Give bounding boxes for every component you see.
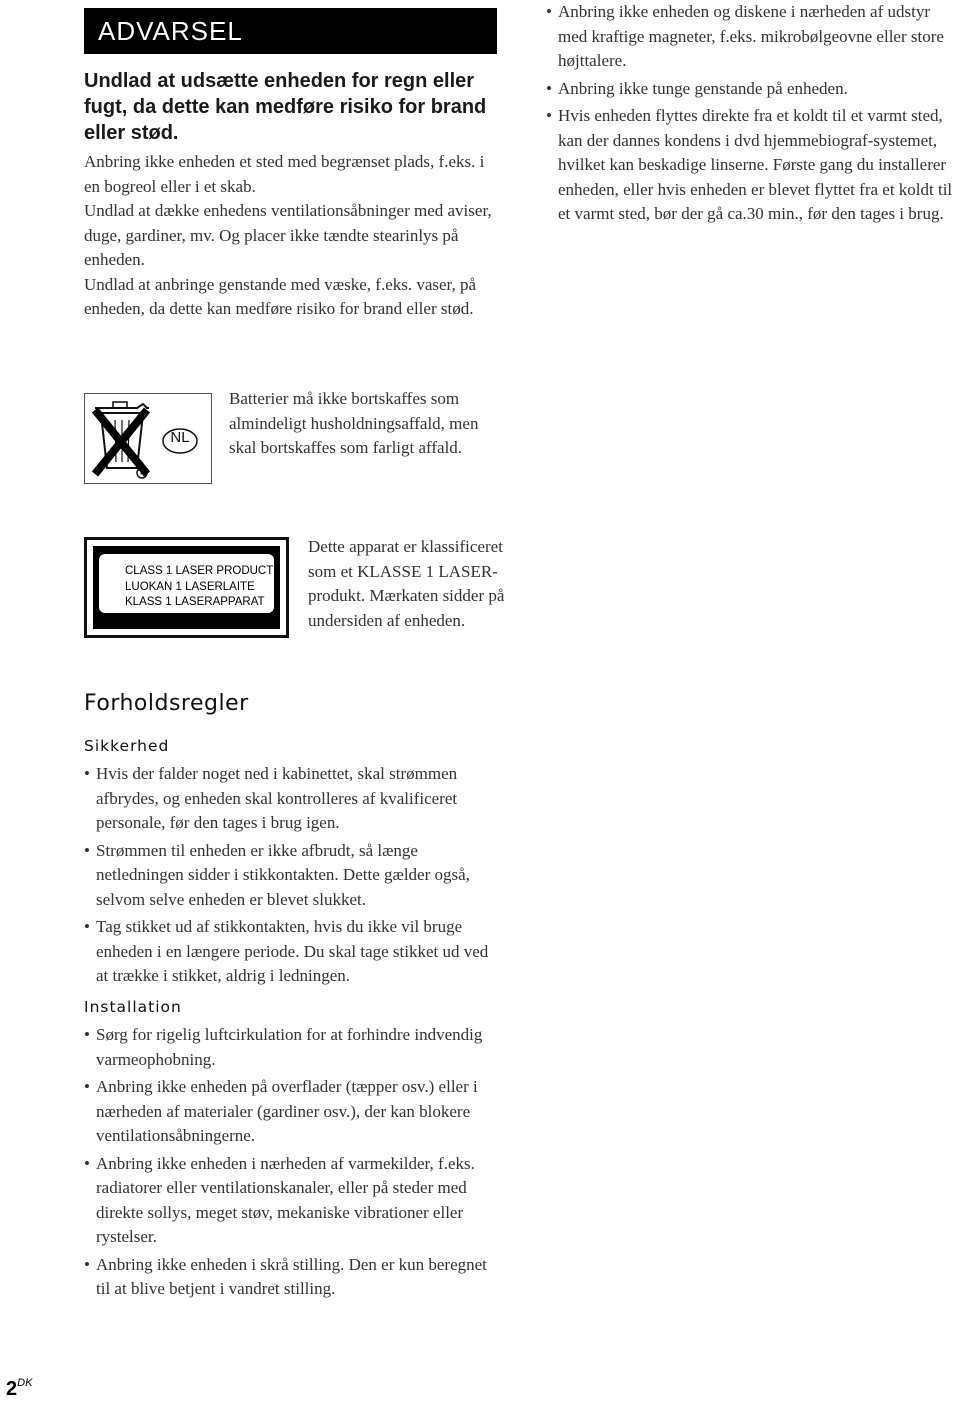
warning-paragraphs (84, 150, 504, 322)
subsection-title-safety: Sikkerhed (84, 737, 170, 755)
subsection-title-installation: Installation (84, 998, 182, 1016)
list-item: • Anbring ikke enheden i nærheden af varmekilder, f.eks. radiatorer eller ventilationskanaler, eller på steder med direkte sollys, meget støv, mekaniske vibrationer eller rystelser. (84, 1152, 504, 1250)
warning-paragraph: Undlad at anbringe genstande med væske, f.eks. vaser, på enheden, da dette kan medføre risiko for brand eller stød. (84, 274, 477, 318)
laser-label-text (99, 554, 274, 613)
list-item: • Sørg for rigelig luftcirkulation for at forhindre indvendig varmeophobning. (84, 1023, 504, 1072)
laser-label-line: LUOKAN 1 LASERLAITE (125, 580, 255, 593)
list-item: • Strømmen til enheden er ikke afbrudt, så længe netledningen sidder i stikkontakten. Dette gælder også, selvom selve enheden er blevet slukket. (84, 839, 504, 913)
laser-label-line: KLASS 1 LASERAPPARAT (125, 596, 265, 608)
laser-label-frame (93, 546, 280, 629)
list-item: • Anbring ikke enheden og diskene i nærheden af udstyr med kraftige magneter, f.eks. mikrobølgeovne eller store højttalere. (546, 0, 960, 74)
language-code: DK (17, 1377, 33, 1389)
page-number (6, 1377, 32, 1401)
warning-bold-text: Undlad at udsætte enheden for regn eller fugt, da dette kan medføre risiko for brand eller stød. (84, 70, 487, 144)
list-item: • Anbring ikke tunge genstande på enheden. (546, 77, 960, 102)
list-item: • Hvis der falder noget ned i kabinettet, skal strømmen afbrydes, og enheden skal kontrolleres af kvalificeret personale, før den tages i brug igen. (84, 762, 504, 836)
warning-title: ADVARSEL (84, 8, 497, 54)
list-item: • Anbring ikke enheden i skrå stilling. Den er kun beregnet til at blive betjent i vandret stilling. (84, 1253, 504, 1302)
warning-paragraph: Undlad at dække enhedens ventilationsåbninger med aviser, duge, gardiner, mv. Og placer ikke tændte stearinlys på enheden. (84, 201, 492, 269)
installation-list (84, 1023, 504, 1305)
right-column (546, 0, 960, 230)
battery-disposal-text: Batterier må ikke bortskaffes som almindeligt husholdningsaffald, men skal bortskaffes som farligt affald. (229, 389, 479, 457)
warning-paragraph: Anbring ikke enheden et sted med begrænset plads, f.eks. i en bogreol eller i et skab. (84, 152, 485, 196)
battery-disposal-symbol (84, 393, 212, 484)
safety-list (84, 762, 504, 992)
list-item: • Anbring ikke enheden på overflader (tæpper osv.) eller i nærheden af materialer (gardiner osv.), der kan blokere ventilationsåbningerne. (84, 1075, 504, 1149)
section-title: Forholdsregler (84, 691, 249, 716)
list-item: • Tag stikket ud af stikkontakten, hvis du ikke vil bruge enheden i en længere periode. Du skal tage stikket ud ved at trække i stikket, aldrig i ledningen. (84, 915, 504, 989)
laser-description: Dette apparat er klassificeret som et KLASSE 1 LASER-produkt. Mærkaten sidder på undersiden af enheden. (308, 537, 505, 630)
battery-symbol-label: NL (170, 429, 190, 446)
list-item: • Hvis enheden flyttes direkte fra et koldt til et varmt sted, kan der dannes kondens i dvd hjemmebiograf-systemet, hvilket kan beskadige linserne. Første gang du installerer enheden, eller hvis enheden er blevet flyttet fra et koldt til et varmt sted, bør der gå ca.30 min., før den tages i brug. (546, 104, 960, 227)
page-number-value: 2 (6, 1378, 18, 1400)
laser-label-line: CLASS 1 LASER PRODUCT (125, 565, 274, 577)
laser-product-label (84, 537, 289, 638)
